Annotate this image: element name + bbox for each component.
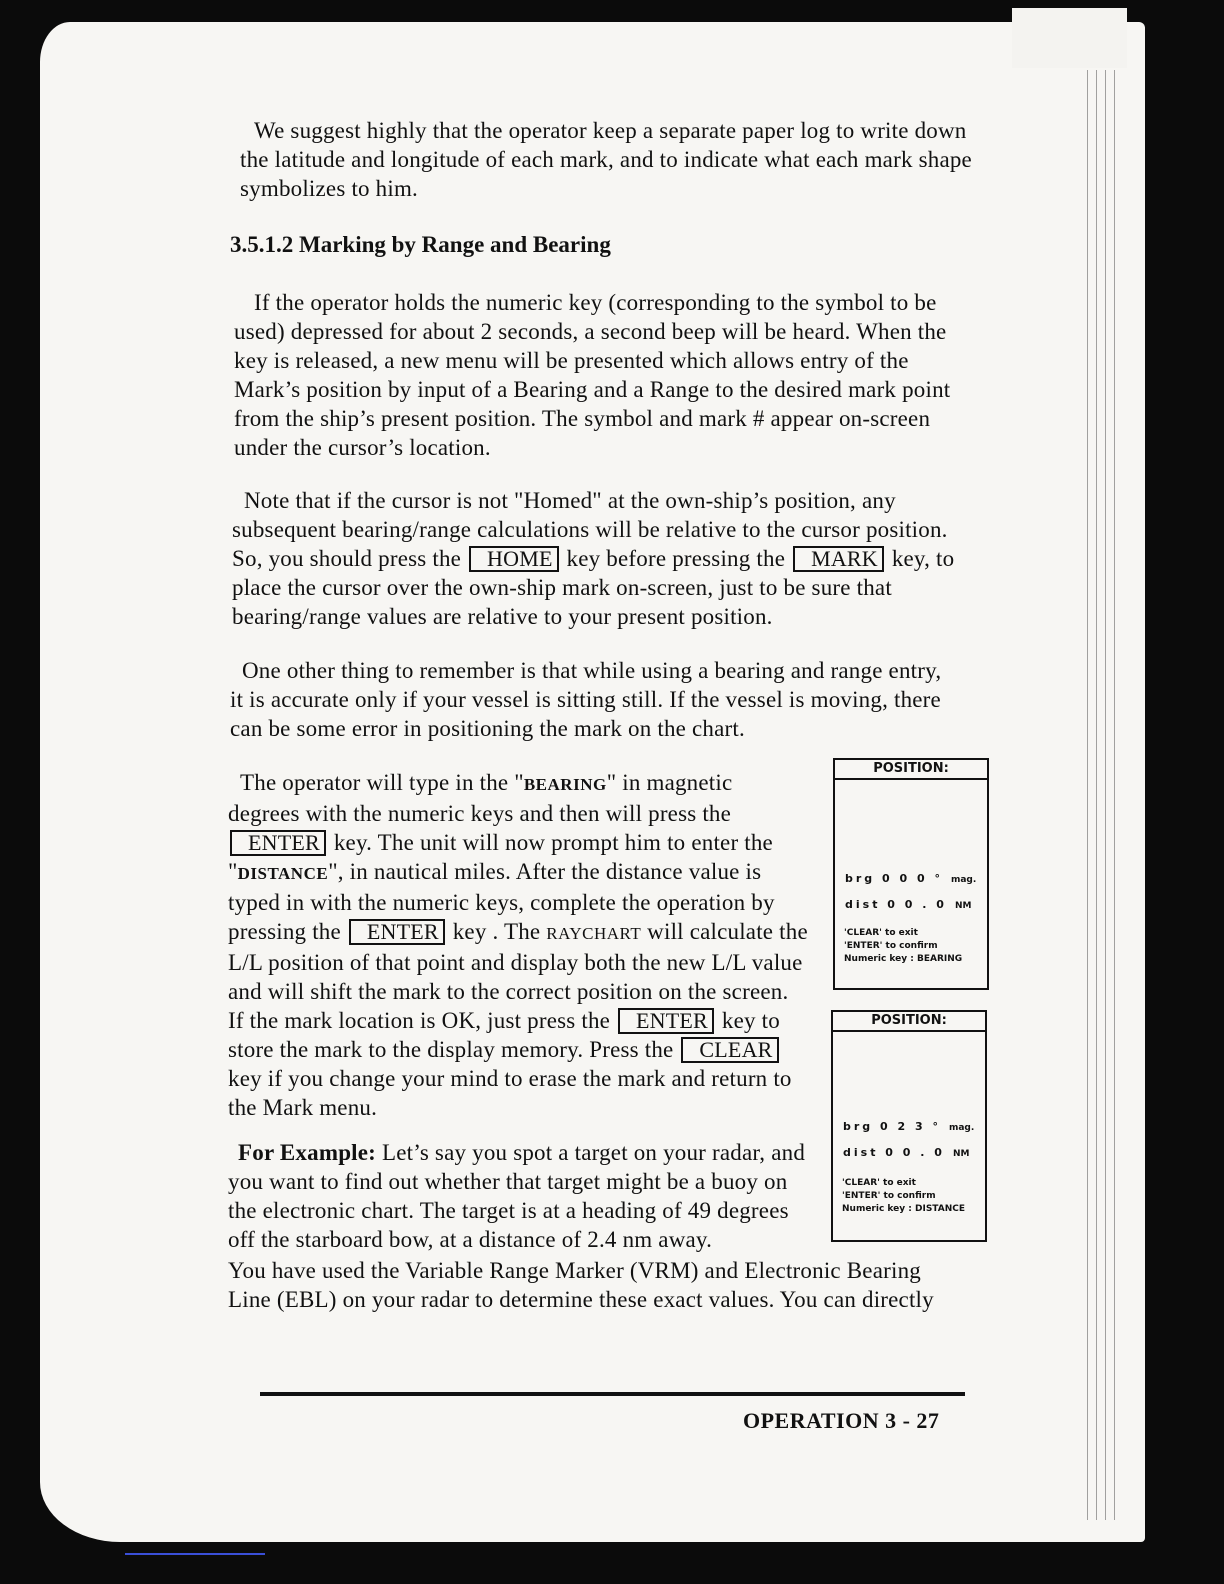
clear-key: CLEAR	[681, 1037, 778, 1063]
bearing-value: 0 2 3 °	[880, 1120, 941, 1133]
bearing-unit: mag.	[948, 1123, 975, 1133]
home-key: HOME	[469, 546, 559, 572]
entry-text-4: ", in nautical miles. After the distance value is typed in with the numeric keys, complete the operation by pressing the	[228, 859, 775, 944]
bearing-label: brg	[843, 1120, 874, 1133]
enter-key-2: ENTER	[349, 919, 445, 945]
entry-text-7: key to store the mark to the display memory. Press the	[228, 1008, 780, 1062]
distance-value: 0 0 . 0	[887, 898, 947, 911]
enter-key-1: ENTER	[230, 830, 326, 856]
bearing-row	[845, 872, 976, 885]
entry-text-2: " in magnetic degrees with the numeric keys and then will press the	[228, 770, 733, 826]
note-text-2: key before pressing the	[566, 546, 786, 571]
entry-text-5: key . The	[452, 919, 547, 944]
distance-unit: NM	[954, 901, 972, 911]
distance-term: DISTANCE	[237, 864, 329, 883]
position-screen-distance	[831, 1010, 987, 1242]
raychart-term: RAYCHART	[546, 924, 642, 943]
bearing-value: 0 0 0 °	[882, 872, 943, 885]
section-heading: 3.5.1.2 Marking by Range and Bearing	[230, 232, 611, 257]
help-clear: 'CLEAR' to exit	[844, 928, 918, 938]
home-note-paragraph	[232, 486, 960, 631]
bearing-row	[843, 1120, 974, 1133]
example-continued: You have used the Variable Range Marker (VRM) and Electronic Bearing Line (EBL) on your radar to determine these exact values. You can directly	[228, 1258, 934, 1312]
entry-text-1: The operator will type in the "	[240, 770, 524, 795]
page-tab	[1012, 8, 1127, 68]
entry-text-3: key. The unit will now prompt him to enter the "	[228, 830, 773, 884]
bearing-unit: mag.	[950, 875, 977, 885]
accuracy-paragraph: One other thing to remember is that while using a bearing and range entry, it is accurate only if your vessel is sitting still. If the vessel is moving, there can be some error in positioning the mark on the chart.	[230, 658, 942, 741]
entry-text-6: will calculate the L/L position of that point and display both the new L/L value and will shift the mark to the correct position on the screen. If the mark location is OK, just press the	[228, 919, 808, 1033]
bearing-term: BEARING	[523, 775, 607, 794]
note-text-1: Note that if the cursor is not "Homed" at the own-ship’s position, any subsequent bearing/range calculations will be relative to the cursor position. So, you should press the	[232, 488, 948, 571]
example-label: For Example:	[238, 1140, 377, 1165]
page-edges	[1082, 70, 1122, 1520]
enter-key-3: ENTER	[618, 1008, 714, 1034]
help-numeric: Numeric key : BEARING	[844, 954, 963, 964]
page-footer: OPERATION 3 - 27	[743, 1408, 940, 1433]
help-clear: 'CLEAR' to exit	[842, 1178, 916, 1188]
distance-label: dist	[843, 1146, 879, 1159]
help-numeric: Numeric key : DISTANCE	[842, 1204, 965, 1214]
distance-row	[843, 1146, 969, 1159]
distance-label: dist	[845, 898, 881, 911]
bearing-label: brg	[845, 872, 876, 885]
distance-row	[845, 898, 971, 911]
position-screen-bearing	[833, 758, 989, 990]
intro-paragraph: We suggest highly that the operator keep a separate paper log to write down the latitude and longitude of each mark, and to indicate what each mark shape symbolizes to him.	[240, 118, 972, 201]
screen-title: POSITION:	[833, 1012, 985, 1032]
footer-rule	[260, 1392, 965, 1396]
range-bearing-paragraph: If the operator holds the numeric key (corresponding to the symbol to be used) depressed for about 2 seconds, a second beep will be heard. When the key is released, a new menu will be presented which allows entry of the Mark’s position by input of a Bearing and a Range to the desired mark point from the ship’s present position. The symbol and mark # appear on-screen under the cursor’s location.	[234, 290, 951, 460]
example-text: Let’s say you spot a target on your radar, and you want to find out whether that target might be a buoy on the electronic chart. The target is at a heading of 49 degrees off the starboard bow, at a distance of 2.4 nm away.	[228, 1140, 806, 1252]
scan-mark	[125, 1553, 265, 1555]
screen-title: POSITION:	[835, 760, 987, 780]
distance-unit: NM	[952, 1149, 970, 1159]
mark-key: MARK	[793, 546, 884, 572]
example-paragraph	[228, 1138, 808, 1254]
entry-text-8: key if you change your mind to erase the mark and return to the Mark menu.	[228, 1066, 792, 1120]
note-text-3: key, to place the cursor over the own-ship mark on-screen, just to be sure that bearing/range values are relative to your present position.	[232, 546, 955, 629]
bearing-entry-paragraph	[228, 768, 808, 1122]
help-enter: 'ENTER' to confirm	[844, 941, 938, 951]
distance-value: 0 0 . 0	[885, 1146, 945, 1159]
help-enter: 'ENTER' to confirm	[842, 1191, 936, 1201]
